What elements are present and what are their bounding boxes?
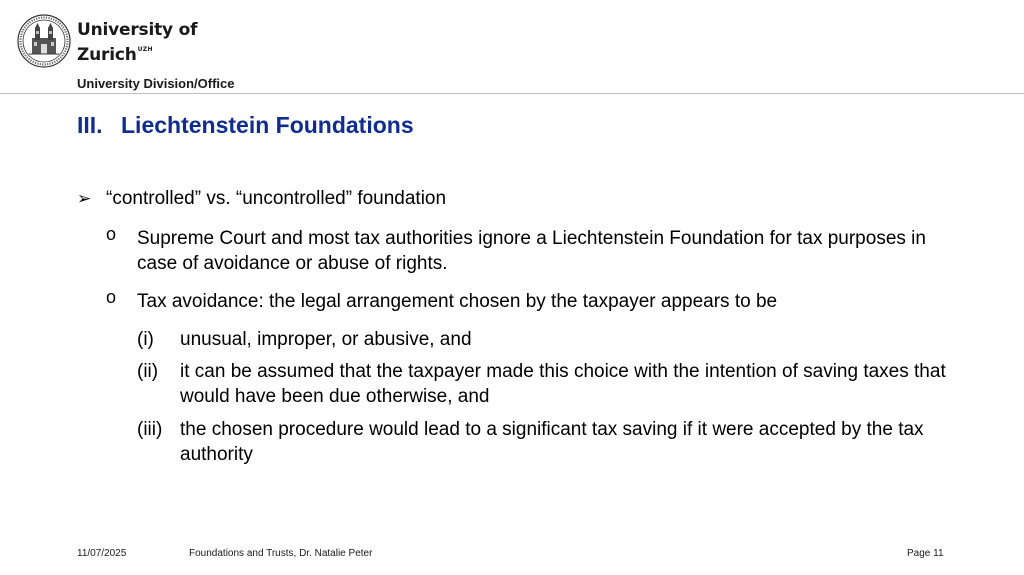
title-number: III. <box>77 112 103 138</box>
criteria-marker: (i) <box>137 329 154 350</box>
sub-bullet-text: Tax avoidance: the legal arrangement chosen by the taxpayer appears to be <box>137 291 778 312</box>
header-divider <box>0 93 1024 94</box>
title-text: Liechtenstein Foundations <box>121 112 414 138</box>
criteria-text: the chosen procedure would lead to a significant tax saving if it were accepted by the tax authority <box>180 419 924 465</box>
wordmark-line-2: Zurich <box>77 45 137 65</box>
slide-title <box>77 112 414 139</box>
university-seal-logo <box>17 14 71 68</box>
wordmark-superscript: UZH <box>137 46 153 53</box>
criteria-text: unusual, improper, or abusive, and <box>180 329 472 350</box>
criteria-marker: (iii) <box>137 419 163 440</box>
university-wordmark <box>77 20 197 65</box>
circle-bullet-icon: o <box>106 224 117 244</box>
arrow-bullet-icon: ➢ <box>77 189 92 208</box>
footer-date: 11/07/2025 <box>77 548 127 559</box>
division-label: University Division/Office <box>77 76 235 91</box>
wordmark-line-1: University of <box>77 20 198 40</box>
criteria-text: it can be assumed that the taxpayer made this choice with the intention of saving taxes that would have been due otherwise, and <box>180 361 946 407</box>
bullet-text: “controlled” vs. “uncontrolled” foundation <box>106 188 447 209</box>
circle-bullet-icon: o <box>106 287 117 307</box>
footer-page-number: Page 11 <box>907 548 944 559</box>
sub-bullet-text: Supreme Court and most tax authorities ignore a Liechtenstein Foundation for tax purposes in case of avoidance or abuse of rights. <box>137 228 926 274</box>
criteria-marker: (ii) <box>137 361 159 382</box>
footer-course: Foundations and Trusts, Dr. Natalie Peter <box>189 548 373 559</box>
